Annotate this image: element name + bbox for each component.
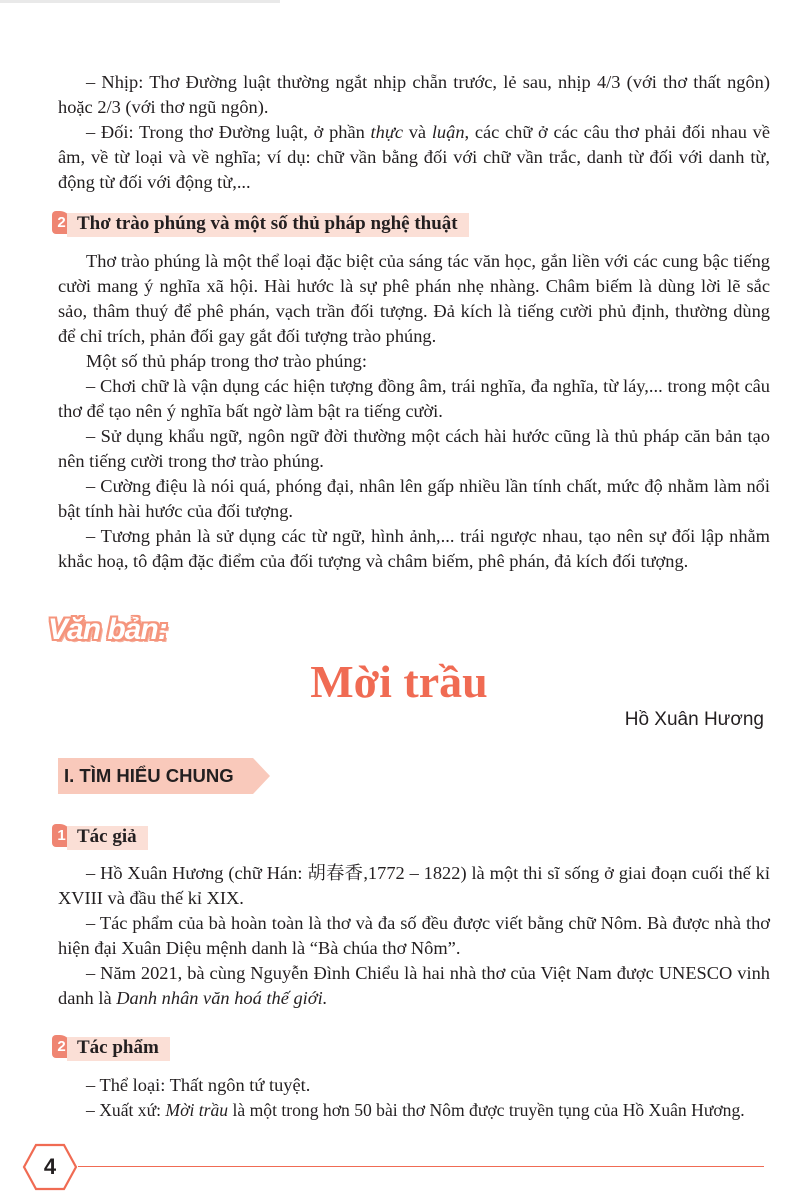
top-rule [0, 0, 280, 3]
nhip-item: – Nhịp: Thơ Đường luật thường ngắt nhịp chẵn trước, lẻ sau, nhịp 4/3 (với thơ thất ngôn) hoặc 2/3 (với thơ ngũ ngôn). [58, 72, 770, 117]
poem-title: Mời trầu [310, 656, 488, 707]
tac-gia-item-2: – Tác phẩm của bà hoàn toàn là thơ và đa số đều được viết bằng chữ Nôm. Bà được nhà thơ hiện đại Xuân Diệu mệnh danh là “Bà chúa thơ Nôm”. [58, 913, 770, 958]
part-1-heading-text: I. TÌM HIỂU CHUNG [64, 765, 234, 786]
doi-text-3: , các chữ ở các câu thơ phải đối nhau về âm, về từ loại và về nghĩa; ví dụ: chữ vần bằng đối với chữ vần trắc, danh từ đối với danh từ, động từ đối với động từ,... [58, 122, 770, 192]
tac-pham-title: Tác phẩm [67, 1037, 170, 1061]
tac-gia-item-1: – Hồ Xuân Hương (chữ Hán: 胡春香,1772 – 1822) là một thi sĩ sống ở giai đoạn cuối thế kỉ XVIII và đầu thế kỉ XIX. [58, 863, 770, 908]
technique-item-colloquial: – Sử dụng khẩu ngữ, ngôn ngữ đời thường một cách hài hước cũng là thủ pháp căn bản tạo nên tiếng cười trong thơ trào phúng. [58, 426, 770, 471]
technique-item-wordplay: – Chơi chữ là vận dụng các hiện tượng đồng âm, trái nghĩa, đa nghĩa, từ láy,... trong một câu thơ để tạo nên ý nghĩa bất ngờ làm bật ra tiếng cười. [58, 376, 770, 421]
tac-gia-item-3-text: – Năm 2021, bà cùng Nguyễn Đình Chiểu là hai nhà thơ của Việt Nam được UNESCO vinh danh là [58, 963, 770, 1008]
doi-term-thuc: thực [370, 122, 404, 142]
tac-pham-heading [52, 1034, 170, 1061]
section-2-title: Thơ trào phúng và một số thủ pháp nghệ thuật [67, 213, 469, 237]
tac-pham-origin-text-2: là một trong hơn 50 bài thơ Nôm được truyền tụng của Hồ Xuân Hương. [228, 1100, 745, 1120]
technique-item-hyperbole: – Cường điệu là nói quá, phóng đại, nhân lên gấp nhiều lần tính chất, mức độ nhằm làm nổi bật tính hài hước của đối tượng. [58, 476, 770, 521]
tac-gia-number-badge: 1 [52, 824, 71, 847]
section-2-number-badge: 2 [52, 211, 71, 234]
tac-gia-item-3 [58, 961, 770, 1011]
van-ban-label: Văn bản: [48, 613, 167, 646]
poem-author: Hồ Xuân Hương [624, 709, 764, 730]
part-1-heading [58, 758, 270, 794]
doi-text-2: và [403, 122, 432, 142]
doi-text-1: – Đối: Trong thơ Đường luật, ở phần [86, 122, 371, 142]
tac-gia-heading [52, 823, 148, 850]
technique-item-contrast: – Tương phản là sử dụng các từ ngữ, hình ảnh,... trái ngược nhau, tạo nên sự đối lập nhằm khắc hoạ, tô đậm đặc điểm của đối tượng và châm biếm, phê phán, đả kích đối tượng. [58, 526, 770, 571]
doi-item [58, 120, 770, 195]
tac-gia-item-3-title: Danh nhân văn hoá thế giới. [116, 988, 328, 1008]
tac-pham-number-badge: 2 [52, 1035, 71, 1058]
tac-gia-title: Tác giả [67, 826, 148, 850]
page-number-text: 4 [43, 1154, 57, 1179]
tac-pham-origin [58, 1098, 770, 1123]
doi-term-luan: luận [431, 122, 465, 142]
satire-definition-paragraph: Thơ trào phúng là một thể loại đặc biệt của sáng tác văn học, gắn liền với các cung bậc tiếng cười mang ý nghĩa xã hội. Hài hước là sự phê phán nhẹ nhàng. Châm biếm là dùng lời lẽ sắc sảo, thâm thuý để phê phán, vạch trần đối tượng. Đả kích là tiếng cười phủ định, thường dùng để chỉ trích, phản đối gay gắt đối tượng trào phúng. [58, 251, 770, 346]
tac-pham-origin-text-1: – Xuất xứ: [86, 1100, 166, 1120]
footer-rule [78, 1166, 764, 1167]
section-2-heading [52, 210, 469, 237]
techniques-intro: Một số thủ pháp trong thơ trào phúng: [86, 351, 367, 371]
tac-pham-origin-poem: Mời trầu [165, 1100, 229, 1120]
page-number [22, 1142, 78, 1192]
tac-pham-genre: – Thể loại: Thất ngôn tứ tuyệt. [86, 1075, 311, 1095]
